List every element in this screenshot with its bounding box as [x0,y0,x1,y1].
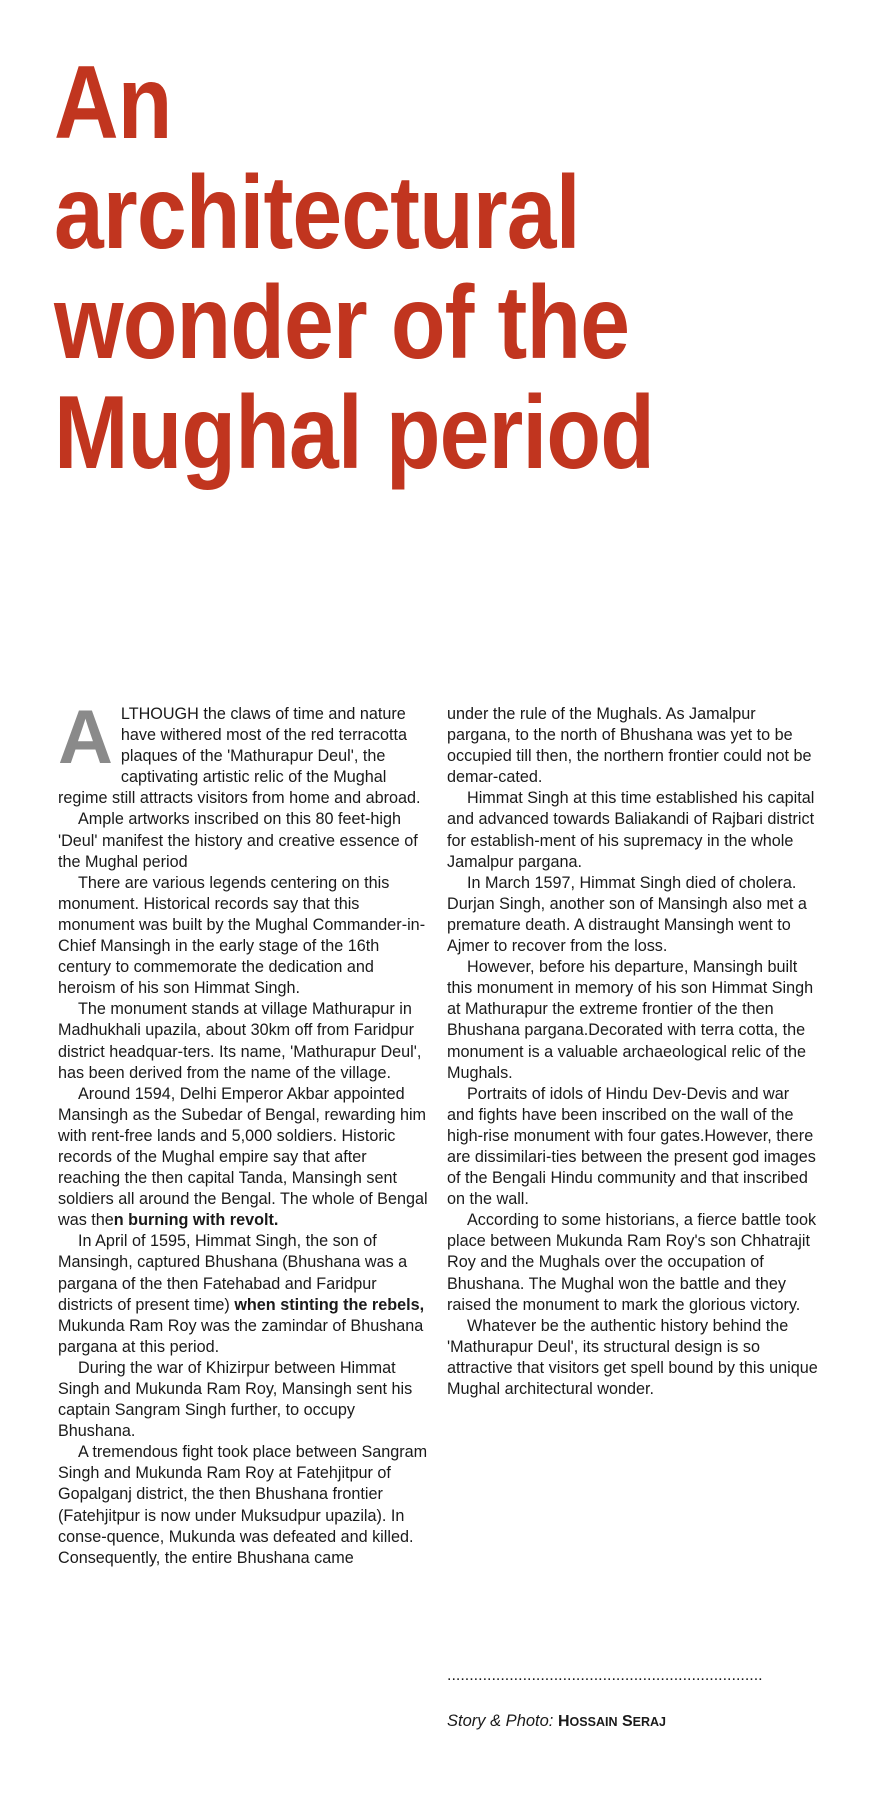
headline-line: wonder of the [54,265,630,381]
body-paragraph: Ample artworks inscribed on this 80 feet-high 'Deul' manifest the history and creative essence of the Mughal period [58,810,418,871]
byline [447,1712,666,1731]
body-paragraph: A tremendous fight took place between Sangram Singh and Mukunda Ram Roy at Fatehjitpur of Gopalganj district, the then Bhushana frontier (Fatehjitpur is now under Muksudpur upazila). In conse-quence, Mukunda was defeated and killed. Consequently, the entire Bhushana came [58,1443,428,1567]
headline [54,45,742,491]
body-paragraph: According to some historians, a fierce battle took place between Mukunda Ram Roy's son Chhatrajit Roy and the Mughals over the occupation of Bhushana. The Mughal won the battle and they raised the monument to mark the glorious victory. [447,1211,817,1314]
body-paragraph: under the rule of the Mughals. As Jamalpur pargana, to the north of Bhushana was yet to be occupied till then, the northern frontier could not be demar-cated. [447,705,812,787]
left-column [58,695,428,1569]
body-paragraph: In April of 1595, Himmat Singh, the son of Mansingh, captured Bhushana (Bhushana was a pargana of the then Fatehabad and Faridpur districts of present time) when stinting the rebels, Mukunda Ram Roy was the zamindar of Bhushana pargana at this period. [58,1232,425,1356]
right-column [447,704,819,1400]
body-paragraph: Whatever be the authentic history behind the 'Mathurapur Deul', its structural design is so attractive that visitors get spell bound by this unique Mughal architectural wonder. [447,1316,818,1398]
separator-dots: ....................................................................... [447,1667,763,1684]
headline-line: An [54,45,172,161]
body-paragraph: There are various legends centering on this monument. Historical records say that this monument was built by the Mughal Commander-in-Chief Mansingh in the early stage of the 16th century to commemorate the dedication and heroism of his son Himmat Singh. [58,873,426,998]
body-paragraph: The monument stands at village Mathurapur in Madhukhali upazila, about 30km off from Faridpur district headquar-ters. Its name, 'Mathurapur Deul', has been derived from the name of the village. [58,1000,422,1082]
byline-label: Story & Photo: [447,1712,554,1730]
body-paragraph: During the war of Khizirpur between Himmat Singh and Mukunda Ram Roy, Mansingh sent his captain Sangram Singh further, to occupy Bhushana. [58,1358,413,1441]
body-paragraph: Portraits of idols of Hindu Dev-Devis and war and fights have been inscribed on the wall of the high-rise monument with four gates.However, there are dissimilari-ties between the present god images of the Bengali Hindu community and that inscribed on the wall. [447,1084,816,1209]
lead-paragraph: ALTHOUGH the claws of time and nature have withered most of the red terracotta plaques of the 'Mathurapur Deul', the captivating artistic relic of the Mughal regime still attracts visitors from home and abroad. [58,695,421,808]
drop-cap: A [58,695,113,780]
body-paragraph: Around 1594, Delhi Emperor Akbar appointed Mansingh as the Subedar of Bengal, rewarding him with rent-free lands and 5,000 soldiers. Historic records of the Mughal empire say that after reaching the then capital Tanda, Mansingh sent soldiers all around the Bengal. The whole of Bengal was then burning with revolt. [58,1084,428,1230]
body-paragraph: Himmat Singh at this time established his capital and advanced towards Baliakandi of Rajbari district for establish-ment of his supremacy in the whole Jamalpur pargana. [447,789,815,871]
body-paragraph: However, before his departure, Mansingh built this monument in memory of his son Himmat Singh at Mathurapur the extreme frontier of the then Bhushana pargana.Decorated with terra cotta, the monument is a valuable archaeological relic of the Mughals. [447,958,814,1082]
body-paragraph: In March 1597, Himmat Singh died of cholera. Durjan Singh, another son of Mansingh also met a premature death. A distraught Mansingh went to Ajmer to recover from the loss. [447,873,807,956]
headline-line: architectural [54,155,580,271]
author-name: HOSSAIN SERAJ [557,1713,666,1730]
headline-line: Mughal period [54,375,654,491]
